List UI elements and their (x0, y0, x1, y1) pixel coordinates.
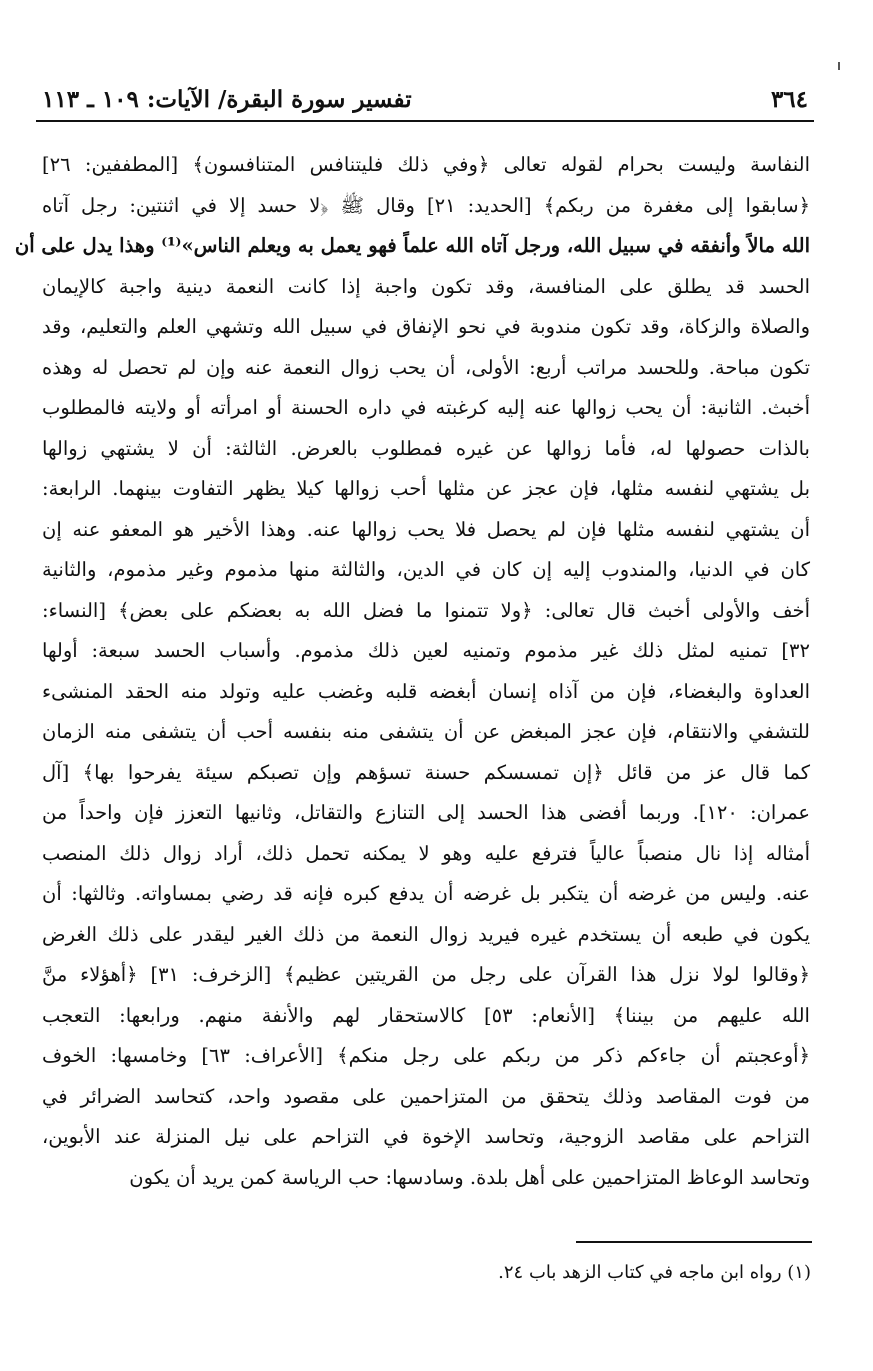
text-line: تكون مباحة. وللحسد مراتب أربع: الأولى، أن يحب زوال النعمة عنه وإن لم تحصل له وهذه (42, 355, 810, 379)
text-line: يكون في طبعه أن يستخدم غيره فيريد زوال النعمة من ذلك الغير ليقدر على ذلك الغرض (42, 922, 810, 946)
text-line: العداوة والبغضاء، فإن من آذاه إنسان أبغضه قلبه وغضب عليه وتولد منه الحقد المنشىء (42, 679, 810, 703)
text-line: بالذات حصولها له، فأما زوالها عن غيره فمطلوب بالعرض. الثالثة: أن لا يشتهي زوالها (42, 436, 810, 460)
text-line: كان في الدنيا، والمندوب إليه إن كان في الدين، والثالثة منها مذموم وغير مذموم، والثانية (42, 558, 810, 581)
header-rule (36, 120, 814, 122)
footnote: (١) رواه ابن ماجه في كتاب الزهد باب ٢٤. (498, 1262, 811, 1283)
text-line: ﴿وقالوا لولا نزل هذا القرآن على رجل من القريتين عظيم﴾ [الزخرف: ٣١] ﴿أهؤلاء منَّ (42, 963, 810, 986)
body-text (14, 145, 811, 1198)
text-line: ﴿أوعجبتم أن جاءكم ذكر من ربكم على رجل منكم﴾ [الأعراف: ٦٣] وخامسها: الخوف (42, 1044, 810, 1067)
text-line: عمران: ١٢٠]. وربما أفضى هذا الحسد إلى التنازع والتقاتل، وثانيها التعزز فإن واحداً من (42, 801, 810, 824)
scan-mark (838, 62, 840, 70)
text-line: عنه. وليس من غرضه أن يتكبر بل غرضه أن يدفع كبره فإنه قد رضي بمساواته. وثالثها: أن (42, 882, 810, 905)
text-line: التزاحم على مقاصد الزوجية، وتحاسد الإخوة في التزاحم على نيل المنزلة عند الأبوين، (42, 1125, 810, 1148)
text-line: كما قال عز من قائل ﴿إن تمسسكم حسنة تسؤهم وإن تصبكم سيئة يفرحوا بها﴾ [آل (42, 760, 810, 784)
text-line: أخبث. الثانية: أن يحب زوالها عنه إليه كرغبته في داره الحسنة أو امرأته أو ولايته فالمطلوب (42, 396, 810, 419)
text-line: الحسد قد يطلق على المنافسة، وقد تكون واجبة إذا كانت النعمة دينية واجبة كالإيمان (42, 274, 810, 298)
running-title: تفسير سورة البقرة/ الآيات: ١٠٩ ـ ١١٣ (42, 86, 412, 113)
text-line: بل يشتهي لنفسه مثلها، فإن عجز عن مثلها أحب زوالها كيلا يظهر التفاوت بينهما. الرابعة: (42, 477, 810, 500)
text-line: وتحاسد الوعاظ المتزاحمين على أهل بلدة. وسادسها: حب الرياسة كمن يريد أن يكون (129, 1165, 810, 1189)
text-line: من فوت المقاصد وذلك يتحقق من المتزاحمين على مقصود واحد، كتحاسد الضرائر في (42, 1084, 810, 1108)
text-line: ﴿سابقوا إلى مغفرة من ربكم﴾ [الحديد: ٢١] وقال ﷺ ﴿لا حسد إلا في اثنتين: رجل آتاه (42, 193, 811, 217)
text-line: الله عليهم من بيننا﴾ [الأنعام: ٥٣] كالاستحقار لهم والأنفة منهم. ورابعها: التعجب (42, 1003, 810, 1027)
text-line: ٣٢] تمنيه لمثل ذلك غير مذموم وتمنيه لعين ذلك مذموم. وأسباب الحسد سبعة: أولها (42, 639, 810, 662)
text-line: الله مالاً وأنفقه في سبيل الله، ورجل آتاه الله علماً فهو يعمل به ويعلم الناس»⁽¹⁾ وهذا يدل على أن (14, 234, 810, 257)
text-line: والصلاة والزكاة، وقد تكون مندوبة في نحو الإنفاق في سبيل الله وتشهي العلم والتعليم، وقد (42, 315, 810, 338)
footnote-rule (576, 1241, 812, 1243)
text-line: أمثاله إذا نال منصباً عالياً فترفع عليه وهو لا يمكنه تحمل ذلك، أراد زوال ذلك المنصب (42, 841, 810, 865)
text-line: النفاسة وليست بحرام لقوله تعالى ﴿وفي ذلك فليتنافس المتنافسون﴾ [المطففين: ٢٦] (42, 153, 810, 176)
page-number: ٣٦٤ (770, 86, 808, 113)
text-line: أخف والأولى أخبث قال تعالى: ﴿ولا تتمنوا ما فضل الله به بعضكم على بعض﴾ [النساء: (42, 598, 810, 622)
text-line: أن يشتهي لنفسه مثلها فإن لم يحصل فلا يحب زوالها عنه. وهذا الأخير هو المعفو عنه إن (42, 517, 810, 541)
text-line: للتشفي والانتقام، فإن عجز المبغض عن أن يتشفى منه بنفسه أحب أن يتشفى منه الزمان (42, 720, 810, 743)
